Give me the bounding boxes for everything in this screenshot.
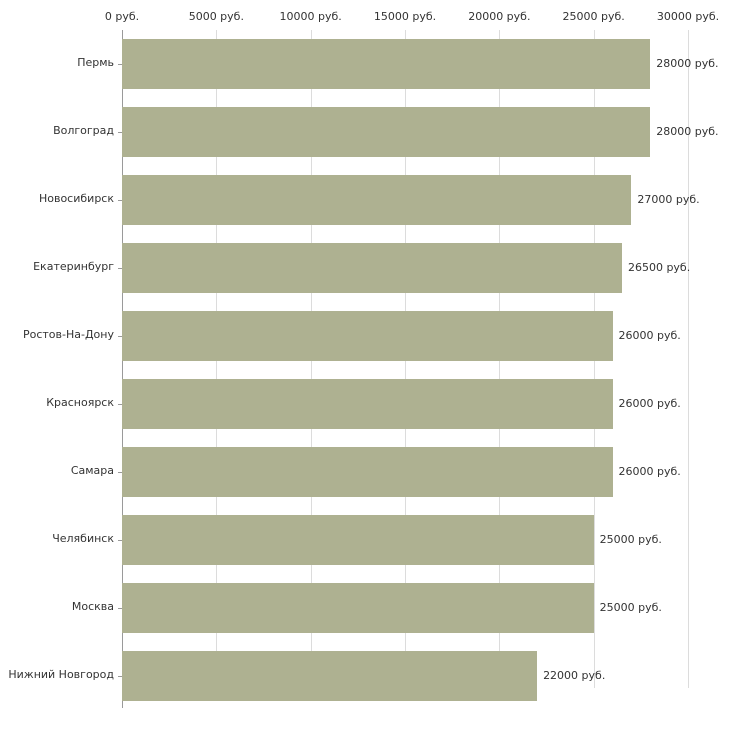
y-axis-tick-mark: [118, 200, 122, 201]
bar[interactable]: [122, 311, 613, 361]
bar-row: [53, 98, 719, 166]
x-axis-tick-label: 0 руб.: [104, 10, 140, 23]
bar[interactable]: [122, 379, 613, 429]
bar-value-label: 28000 руб.: [656, 125, 719, 138]
category-label: Ростов-На-Дону: [22, 328, 114, 341]
bar-row: [38, 166, 700, 234]
bar-row: [70, 438, 688, 506]
bar-row: [22, 302, 688, 370]
y-axis-tick-mark: [118, 540, 122, 541]
bar-row: [33, 234, 691, 302]
bar[interactable]: [122, 515, 594, 565]
category-label: Челябинск: [52, 532, 114, 545]
bar-value-label: 25000 руб.: [599, 533, 662, 546]
bar-row: [77, 30, 719, 98]
bar-value-label: 26000 руб.: [618, 465, 681, 478]
x-axis-tick-label: 25000 руб.: [562, 10, 625, 23]
bar[interactable]: [122, 175, 631, 225]
category-label: Нижний Новгород: [8, 668, 114, 681]
bar-row: [46, 370, 688, 438]
bar[interactable]: [122, 107, 650, 157]
y-axis-tick-mark: [118, 336, 122, 337]
bar[interactable]: [122, 583, 594, 633]
bar-value-label: 26000 руб.: [618, 397, 681, 410]
y-axis-tick-mark: [118, 608, 122, 609]
x-axis-tick-label: 30000 руб.: [656, 10, 720, 23]
bar-value-label: 26500 руб.: [627, 261, 691, 274]
category-label: Пермь: [77, 56, 114, 69]
x-axis-tick-label: 5000 руб.: [188, 10, 244, 23]
y-axis-tick-mark: [118, 676, 122, 677]
category-label: Новосибирск: [38, 192, 114, 205]
y-axis-tick-mark: [118, 268, 122, 269]
bar-row: [71, 574, 688, 642]
x-axis-tick-label: 10000 руб.: [279, 10, 342, 23]
bar-value-label: 22000 руб.: [543, 669, 606, 682]
bar-value-label: 25000 руб.: [599, 601, 662, 614]
category-label: Самара: [70, 464, 114, 477]
y-axis-tick-mark: [118, 132, 122, 133]
plot-area: [8, 30, 719, 710]
category-label: Москва: [71, 600, 114, 613]
y-axis-tick-mark: [118, 404, 122, 405]
bar-value-label: 26000 руб.: [618, 329, 681, 342]
x-axis-tick-labels: [0, 0, 730, 30]
x-axis-tick-label: 15000 руб.: [373, 10, 437, 23]
category-label: Волгоград: [53, 124, 114, 137]
y-axis-tick-mark: [118, 472, 122, 473]
y-axis-tick-mark: [118, 64, 122, 65]
category-label: Екатеринбург: [33, 260, 114, 273]
category-label: Красноярск: [46, 396, 114, 409]
bar-value-label: 27000 руб.: [637, 193, 700, 206]
bar[interactable]: [122, 447, 613, 497]
bar-row: [52, 506, 688, 574]
x-axis-tick-label: 20000 руб.: [468, 10, 531, 23]
bar[interactable]: [122, 243, 622, 293]
bar[interactable]: [122, 651, 537, 701]
bar[interactable]: [122, 39, 650, 89]
bar-row: [8, 642, 688, 710]
bar-value-label: 28000 руб.: [656, 57, 719, 70]
